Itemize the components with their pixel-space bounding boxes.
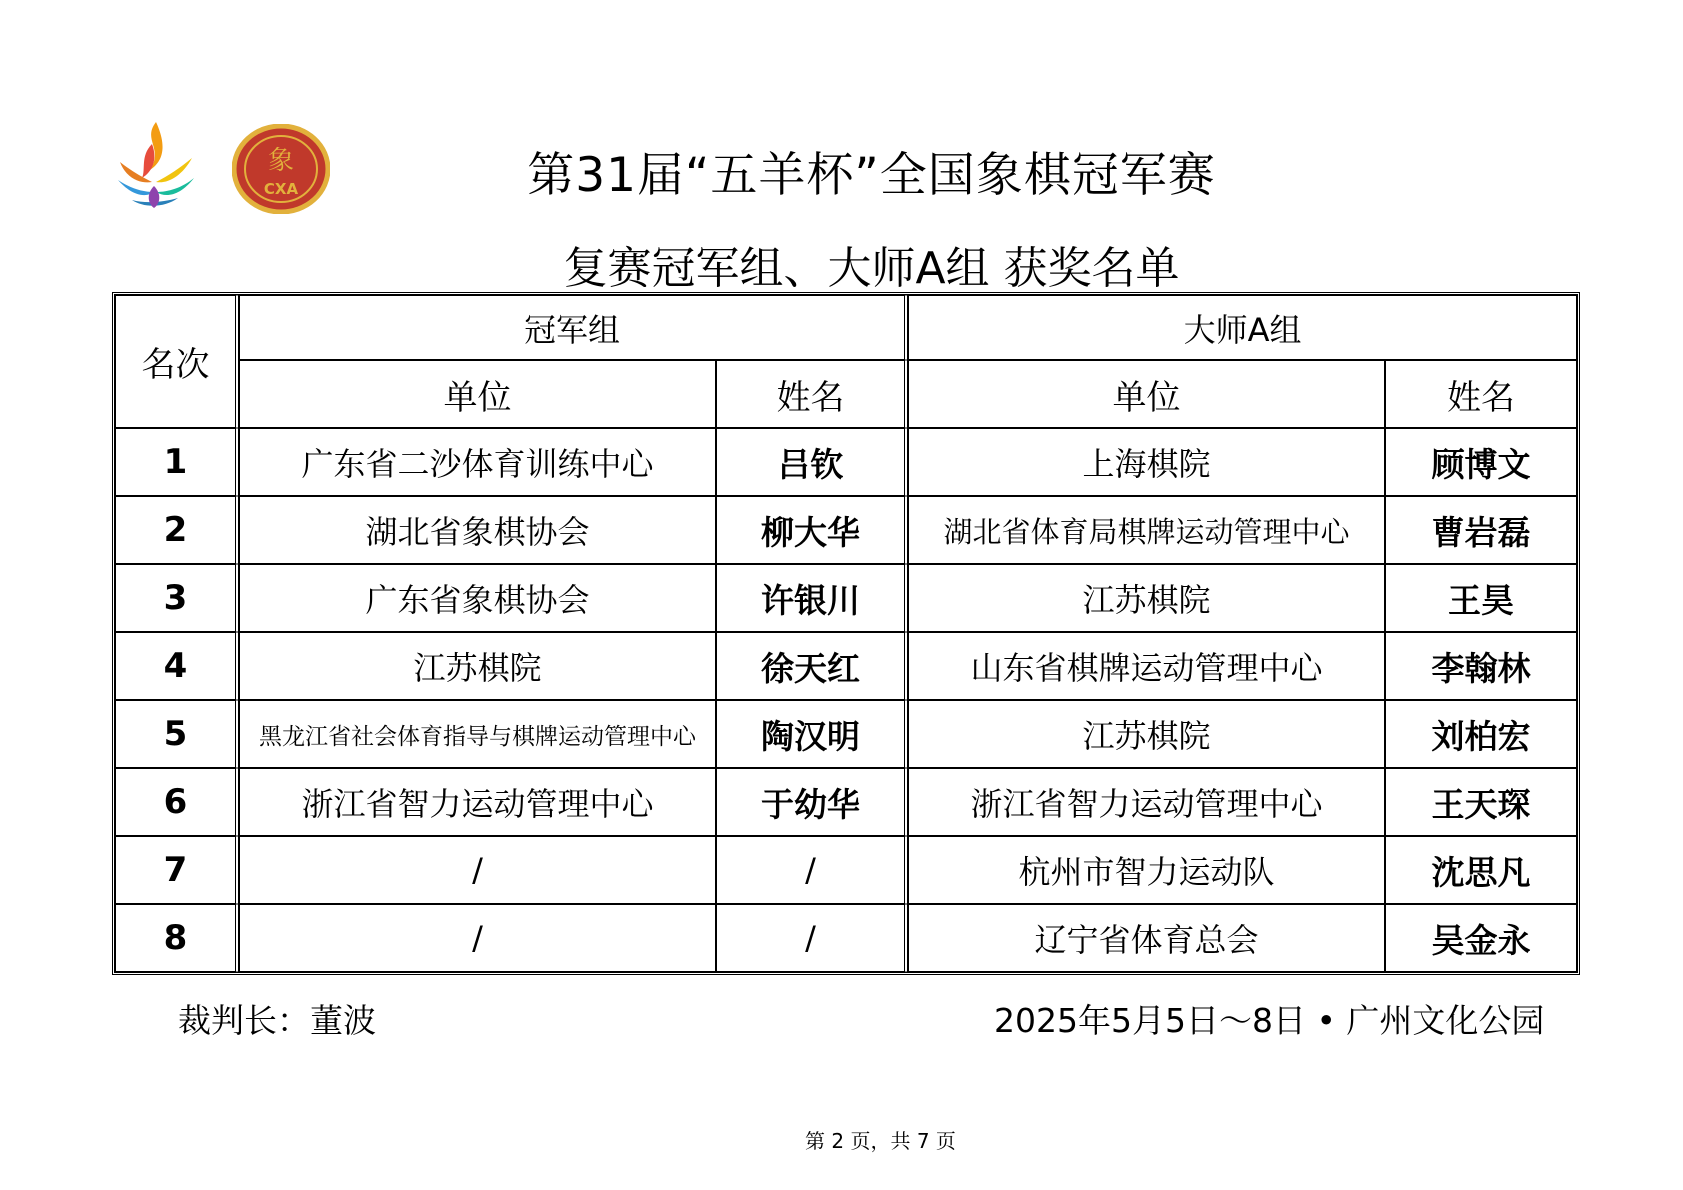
g1-name-cell: /: [716, 904, 908, 972]
g1-unit-header: 单位: [239, 360, 716, 428]
rank-header: 名次: [115, 295, 239, 428]
date-venue: 2025年5月5日～8日 • 广州文化公园: [994, 1001, 1545, 1040]
g1-unit-cell: 江苏棋院: [239, 632, 716, 700]
g2-name-cell: 王天琛: [1385, 768, 1577, 836]
g1-unit-cell: /: [239, 836, 716, 904]
g2-name-cell: 曹岩磊: [1385, 496, 1577, 564]
g2-name-cell: 刘柏宏: [1385, 700, 1577, 768]
g2-name-cell: 沈思凡: [1385, 836, 1577, 904]
g2-unit-cell: 杭州市智力运动队: [908, 836, 1385, 904]
g2-unit-cell: 江苏棋院: [908, 564, 1385, 632]
g1-unit-cell: 广东省二沙体育训练中心: [239, 428, 716, 496]
group1-header: 冠军组: [239, 295, 908, 360]
g1-unit-cell: /: [239, 904, 716, 972]
rank-cell: 5: [115, 700, 239, 768]
table-row: [115, 632, 1577, 700]
cxa-glyph: 象: [267, 146, 295, 176]
rank-cell: 7: [115, 836, 239, 904]
g2-unit-cell: 上海棋院: [908, 428, 1385, 496]
g2-unit-cell: 湖北省体育局棋牌运动管理中心: [908, 496, 1385, 564]
group-header-row: [115, 295, 1577, 360]
table-row: [115, 768, 1577, 836]
page-title: 第31届“五羊杯”全国象棋冠军赛: [527, 148, 1216, 203]
column-header-row: [115, 360, 1577, 428]
rank-cell: 8: [115, 904, 239, 972]
g1-name-cell: 于幼华: [716, 768, 908, 836]
chief-referee: 裁判长：董波: [178, 1001, 376, 1040]
g1-name-cell: 许银川: [716, 564, 908, 632]
g2-unit-cell: 山东省棋牌运动管理中心: [908, 632, 1385, 700]
g2-unit-cell: 江苏棋院: [908, 700, 1385, 768]
rank-cell: 4: [115, 632, 239, 700]
g1-unit-cell: 湖北省象棋协会: [239, 496, 716, 564]
table-row: [115, 700, 1577, 768]
rank-cell: 1: [115, 428, 239, 496]
g1-name-cell: 陶汉明: [716, 700, 908, 768]
g2-name-cell: 李翰林: [1385, 632, 1577, 700]
g2-unit-header: 单位: [908, 360, 1385, 428]
g1-unit-cell: 黑龙江省社会体育指导与棋牌运动管理中心: [239, 700, 716, 768]
rank-cell: 6: [115, 768, 239, 836]
g1-name-cell: 柳大华: [716, 496, 908, 564]
g2-unit-cell: 浙江省智力运动管理中心: [908, 768, 1385, 836]
g2-unit-cell: 辽宁省体育总会: [908, 904, 1385, 972]
g1-unit-cell: 广东省象棋协会: [239, 564, 716, 632]
g2-name-cell: 王昊: [1385, 564, 1577, 632]
g2-name-header: 姓名: [1385, 360, 1577, 428]
g2-name-cell: 顾博文: [1385, 428, 1577, 496]
g2-name-cell: 吴金永: [1385, 904, 1577, 972]
g1-name-cell: 徐天红: [716, 632, 908, 700]
cxa-text: CXA: [263, 180, 299, 198]
results-table: [112, 292, 1580, 975]
table-row: [115, 904, 1577, 972]
table-row: [115, 496, 1577, 564]
rank-cell: 2: [115, 496, 239, 564]
table-row: [115, 564, 1577, 632]
g1-unit-cell: 浙江省智力运动管理中心: [239, 768, 716, 836]
page-subtitle: 复赛冠军组、大师A组 获奖名单: [563, 243, 1180, 294]
g1-name-header: 姓名: [716, 360, 908, 428]
g1-name-cell: /: [716, 836, 908, 904]
table-row: [115, 836, 1577, 904]
table-row: [115, 428, 1577, 496]
rank-cell: 3: [115, 564, 239, 632]
group2-header: 大师A组: [908, 295, 1577, 360]
page-number: 第 2 页，共 7 页: [805, 1129, 956, 1153]
g1-name-cell: 吕钦: [716, 428, 908, 496]
